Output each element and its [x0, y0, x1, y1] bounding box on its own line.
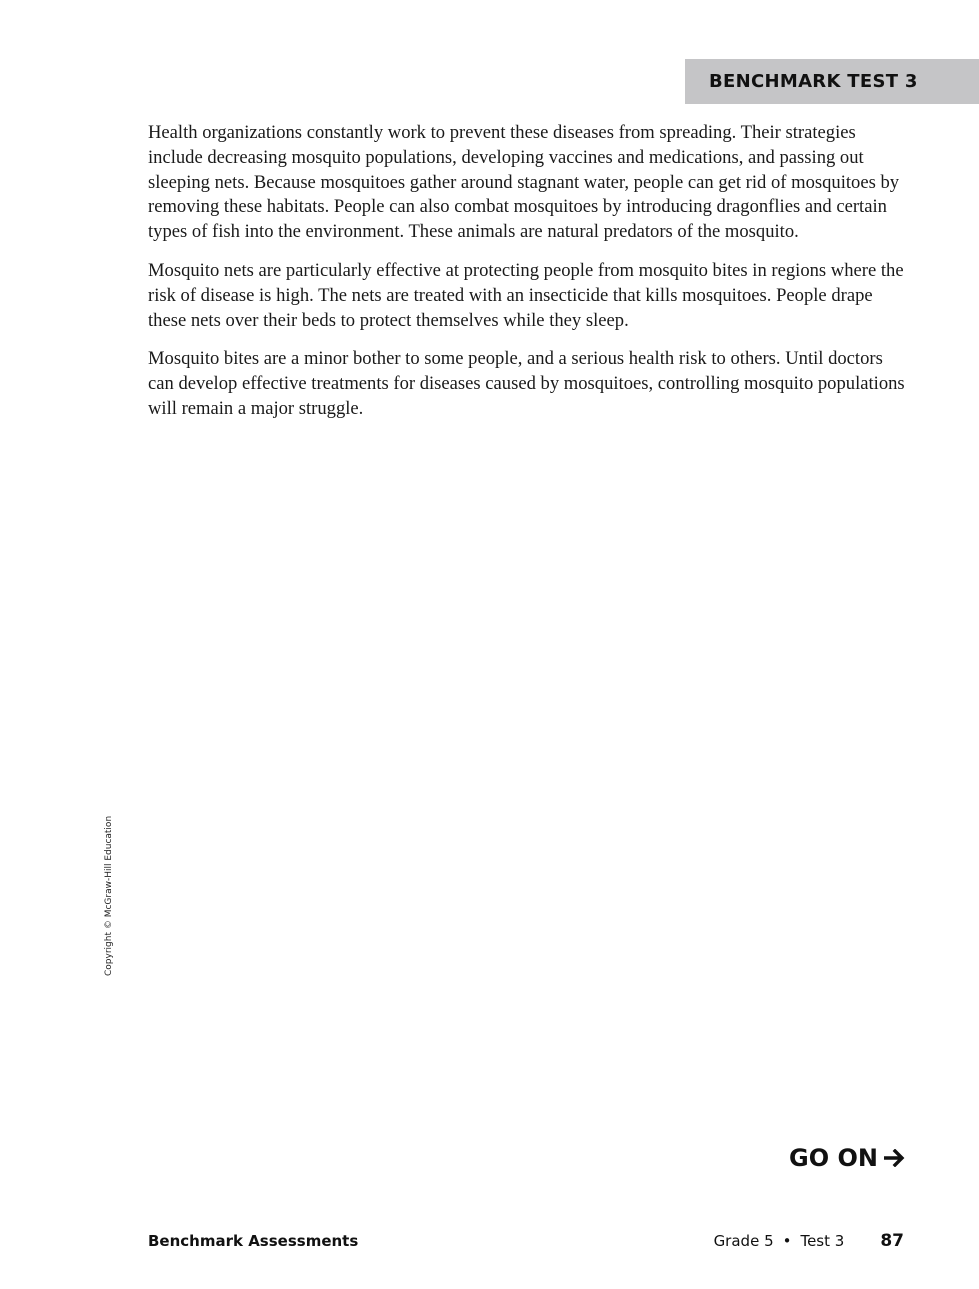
- go-on-label: GO ON: [789, 1144, 878, 1172]
- page-number: 87: [880, 1231, 904, 1251]
- arrow-right-icon: [884, 1149, 906, 1167]
- header-label: BENCHMARK TEST 3: [709, 71, 918, 92]
- paragraph-2: Mosquito nets are particularly effective at protecting people from mosquito bites in regions where the risk of disease is high. The nets are treated with an insecticide that kills mosquitoes. People drape these nets over their beds to protect themselves while they sleep.: [148, 259, 904, 331]
- paragraph-3: Mosquito bites are a minor bother to some people, and a serious health risk to others. Until doctors can develop effective treatments for diseases caused by mosquitoes, controlling mosquito populations will remain a major struggle.: [148, 348, 905, 419]
- footer-meta: [714, 1231, 904, 1251]
- go-on-indicator: [789, 1144, 906, 1172]
- footer-grade: Grade 5: [713, 1232, 774, 1250]
- benchmark-test-header: [685, 59, 979, 104]
- footer-title: Benchmark Assessments: [148, 1232, 359, 1250]
- passage-body: [148, 121, 908, 436]
- footer-separator: •: [782, 1232, 792, 1250]
- paragraph-1: Health organizations constantly work to prevent these diseases from spreading. Their strategies include decreasing mosquito populations, developing vaccines and medications, and passing out sleeping nets. Because mosquitoes gather around stagnant water, people can get rid of mosquitoes by removing these habitats. People can also combat mosquitoes by introducing dragonflies and certain types of fish into the environment. These animals are natural predators of the mosquito.: [148, 122, 900, 243]
- copyright-notice: Copyright © McGraw-Hill Education: [104, 815, 114, 976]
- footer-test: Test 3: [800, 1232, 845, 1250]
